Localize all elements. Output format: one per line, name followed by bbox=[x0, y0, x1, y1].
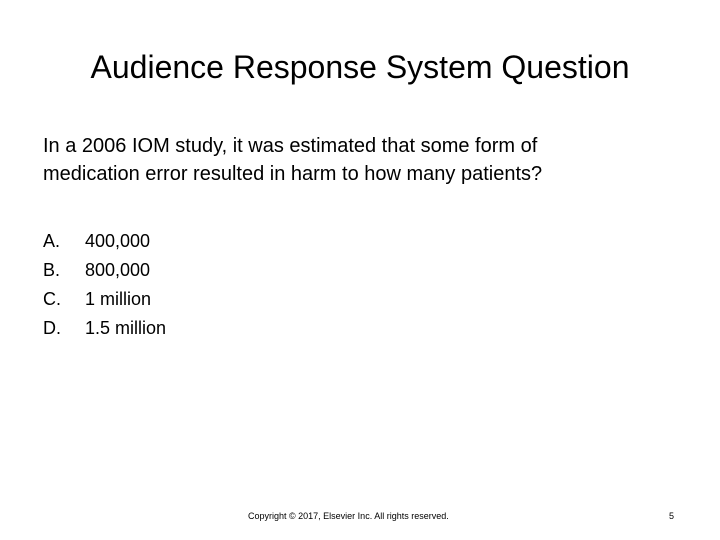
question-line: medication error resulted in harm to how many patients? bbox=[43, 163, 543, 185]
slide-footer bbox=[0, 509, 720, 523]
slide-title: Audience Response System Question bbox=[90, 49, 630, 85]
option-letter: B. bbox=[43, 260, 61, 280]
option-text: 400,000 bbox=[85, 231, 151, 251]
option-text: 1 million bbox=[85, 289, 152, 309]
question-text bbox=[43, 132, 683, 188]
option-text: 1.5 million bbox=[85, 318, 167, 338]
question-line: In a 2006 IOM study, it was estimated that some form of bbox=[43, 135, 538, 157]
copyright-notice: Copyright © 2017, Elsevier Inc. All rights reserved. bbox=[248, 511, 449, 521]
option-letter: C. bbox=[43, 289, 61, 309]
option-a bbox=[43, 227, 166, 256]
option-letter: D. bbox=[43, 318, 61, 338]
option-letter: A. bbox=[43, 231, 61, 251]
page-number: 5 bbox=[669, 511, 675, 521]
option-d bbox=[43, 314, 166, 343]
option-c bbox=[43, 285, 166, 314]
option-text: 800,000 bbox=[85, 260, 151, 280]
option-b bbox=[43, 256, 166, 285]
answer-options bbox=[43, 227, 166, 343]
